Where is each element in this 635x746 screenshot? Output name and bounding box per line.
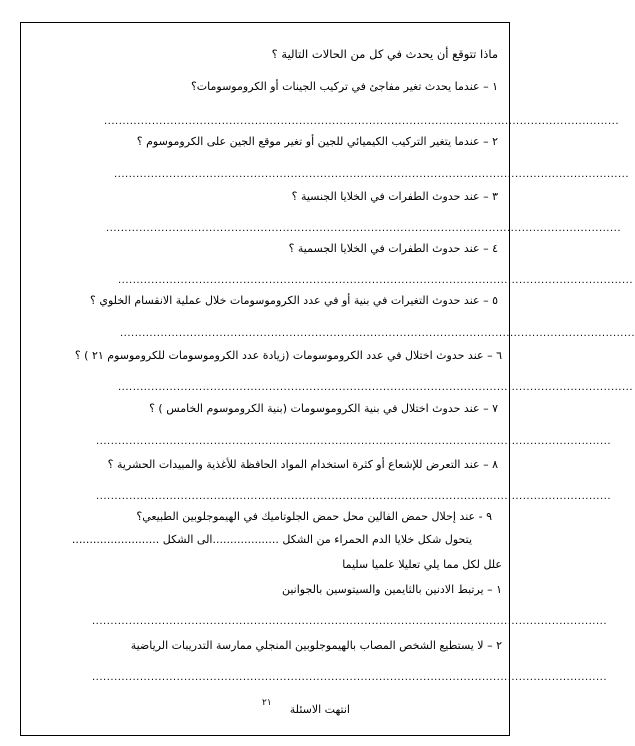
answer-line-1: ............................................................................................................................................ bbox=[104, 116, 620, 127]
explain-item-1: ١ – يرتبط الادنين بالثايمين والسيتوسين بالجوانين bbox=[281, 583, 502, 596]
question-7: ٧ – عند حدوث اختلال في بنية الكروموسومات (بنية الكروموسوم الخامس ) ؟ bbox=[149, 402, 498, 415]
question-1: ١ – عندما يحدث تغير مفاجئ في تركيب الجينات أو الكروموسومات؟ bbox=[190, 80, 498, 93]
answer-line-4: ............................................................................................................................................ bbox=[118, 275, 634, 286]
answer-line-3: ............................................................................................................................................ bbox=[106, 223, 622, 234]
intro-heading: ماذا تتوقع أن يحدث في كل من الحالات التالية ؟ bbox=[271, 47, 498, 61]
question-3: ٣ – عند حدوث الطفرات في الخلايا الجنسية ؟ bbox=[291, 190, 498, 203]
question-9-answer: يتحول شكل خلايا الدم الحمراء من الشكل ...................الى الشكل ......................... bbox=[71, 533, 472, 546]
answer-line-7: ............................................................................................................................................ bbox=[96, 436, 612, 447]
question-8: ٨ – عند التعرض للإشعاع أو كثرة استخدام المواد الحافظة للأغذية والمبيدات الحشرية ؟ bbox=[107, 458, 498, 471]
answer-line-2: ............................................................................................................................................ bbox=[114, 169, 630, 180]
explain-answer-line-1: ............................................................................................................................................ bbox=[92, 616, 608, 627]
question-9: ٩ - عند إحلال حمض الفالين محل حمض الجلوتاميك في الهيموجلوبين الطبيعي؟ bbox=[136, 510, 492, 523]
question-2: ٢ – عندما يتغير التركيب الكيميائي للجين أو تغير موقع الجين على الكروموسوم ؟ bbox=[136, 135, 498, 148]
page-number: ٢١ bbox=[262, 698, 272, 708]
question-4: ٤ – عند حدوث الطفرات في الخلايا الجسمية ؟ bbox=[288, 242, 498, 255]
question-5: ٥ – عند حدوث التغيرات في بنية أو في عدد الكروموسومات خلال عملية الانقسام الخلوي ؟ bbox=[90, 294, 498, 307]
end-of-questions: انتهت الاسئلة bbox=[289, 703, 350, 716]
explain-item-2: ٢ – لا يستطيع الشخص المصاب بالهيموجلوبين المنجلي ممارسة التدريبات الرياضية bbox=[130, 639, 502, 652]
explain-answer-line-2: ............................................................................................................................................ bbox=[92, 672, 608, 683]
answer-line-6: ............................................................................................................................................ bbox=[118, 382, 634, 393]
answer-line-5: ............................................................................................................................................ bbox=[120, 328, 635, 339]
explain-heading: علل لكل مما يلي تعليلا علميا سليما bbox=[342, 558, 502, 571]
page-border bbox=[20, 22, 635, 736]
answer-line-8: ............................................................................................................................................ bbox=[96, 491, 612, 502]
question-6: ٦ – عند حدوث اختلال في عدد الكروموسومات (زيادة عدد الكروموسومات للكروموسوم ٢١ ) ؟ bbox=[74, 349, 502, 362]
